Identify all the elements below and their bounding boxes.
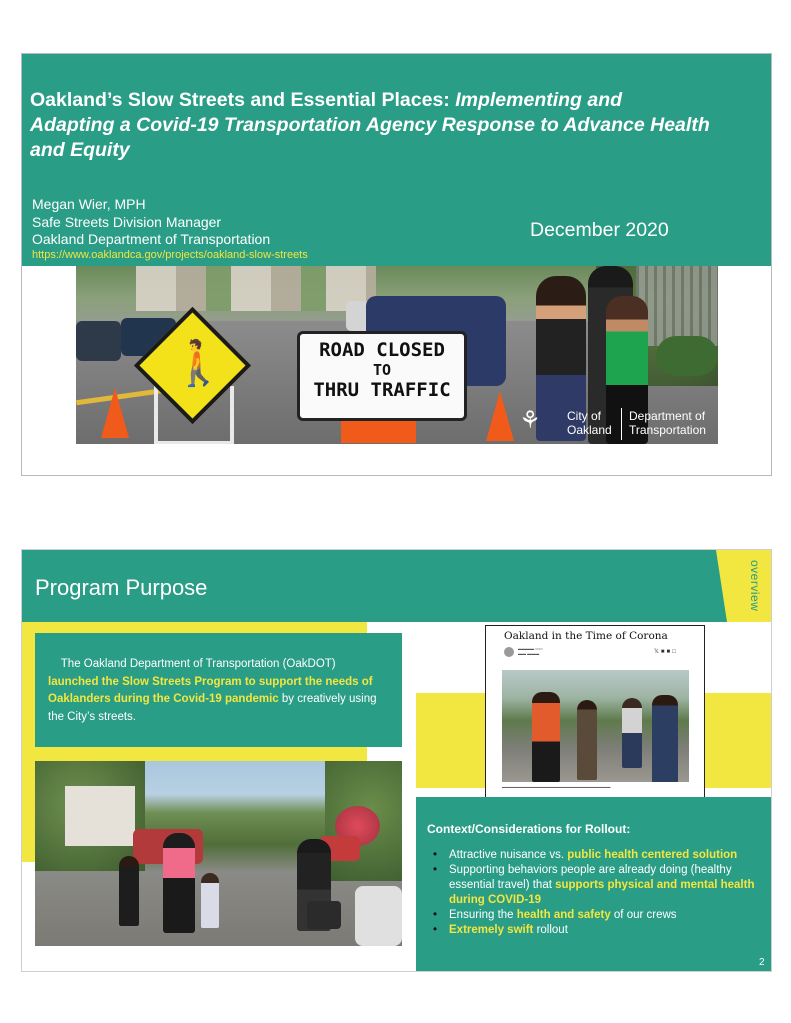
photo-person [532,692,560,782]
title-italic-part: Implementing and Adapting a Covid-19 Transportation Agency Response to Advance Health and Equity [30,89,710,161]
bullet-tail: rollout [533,924,568,936]
title-slide [21,53,772,476]
page-number: 2 [759,957,765,968]
article-caption: ▬▬▬▬▬▬▬▬▬▬▬▬▬▬▬▬▬▬▬▬▬▬▬▬▬▬▬▬▬▬▬ [502,785,611,789]
bullet-icon: • [433,909,438,921]
bullet-highlight: health and safety [516,909,611,921]
oak-tree-logo-icon: ⚘ [519,407,541,434]
bullet-text: Ensuring the [449,909,517,921]
photo-fence [636,266,718,346]
article-meta: ▬▬▬▬ ▭▭ ▬▬ ▬▬▬ [518,646,543,656]
logo-city-text: City of Oakland [567,409,612,437]
slide-title: Program Purpose [35,575,208,600]
photo-person [163,833,195,933]
author-avatar [504,647,514,657]
traffic-barrier [341,421,416,443]
photo-person [201,873,219,928]
program-purpose-slide [21,549,772,972]
photo-bush [656,336,718,376]
section-tag-label: overview [748,560,762,612]
bullet-text: Supporting behaviors people are already doing (healthy essential travel) that [449,864,732,891]
article-photo [502,670,689,782]
project-link[interactable]: https://www.oaklandca.gov/projects/oakland-slow-streets [32,249,308,261]
pedestrian-crossing-icon: 🚶 [171,339,226,388]
presentation-title [30,88,710,163]
presenter-name: Megan Wier, MPH [32,196,146,212]
road-closed-photo [76,266,718,444]
family-walking-photo [35,761,402,946]
list-item [433,923,768,938]
presenter-role: Safe Streets Division Manager [32,213,222,230]
list-item [433,908,768,923]
purpose-highlight: launched the Slow Streets Program to support the needs of Oaklanders during the Covid-19 pandemic [48,675,373,705]
purpose-tail: by creatively using the City’s streets. [48,693,377,723]
presenter-info [32,196,270,249]
purpose-statement [48,656,388,726]
logo-divider [621,408,622,440]
purpose-lead: The Oakland Department of Transportation (OakDOT) [60,658,336,670]
photo-houses [136,266,376,311]
presenter-org: Oakland Department of Transportation [32,231,271,247]
bullet-text: Attractive nuisance vs. [449,849,568,861]
logo-dept-text: Department of Transportation [629,409,706,437]
bullet-highlight: public health centered solution [567,849,738,861]
traffic-cone [101,388,129,438]
bullet-icon: • [433,849,438,861]
bullet-highlight: Extremely swift [449,924,534,936]
context-bullets [433,848,768,938]
photo-house [65,786,135,846]
photo-cart [307,901,341,929]
road-closed-sign-line: THRU TRAFFIC [313,379,451,401]
share-icons: 𝕏■■□ [654,649,678,655]
title-plain-part: Oakland’s Slow Streets and Essential Places: [30,89,456,111]
list-item [433,863,768,908]
bullet-icon: • [433,924,438,936]
photo-person [652,695,678,782]
road-closed-sign-line: TO [372,361,392,379]
list-item [433,848,768,863]
photo-car [76,321,121,361]
photo-person [577,700,597,780]
article-screenshot [485,625,705,799]
presentation-date: December 2020 [530,219,669,241]
photo-person [622,698,642,768]
photo-person [119,856,139,926]
bullet-tail: of our crews [610,909,677,921]
traffic-cone [486,391,514,441]
article-title: Oakland in the Time of Corona [504,630,668,642]
context-title: Context/Considerations for Rollout: [427,822,631,836]
city-dot-logo [513,406,718,442]
photo-car [355,886,402,946]
road-closed-sign [297,331,467,421]
bullet-icon: • [433,864,438,876]
bullet-highlight: supports physical and mental health during COVID-19 [449,879,755,906]
road-closed-sign-line: ROAD CLOSED [319,339,445,361]
